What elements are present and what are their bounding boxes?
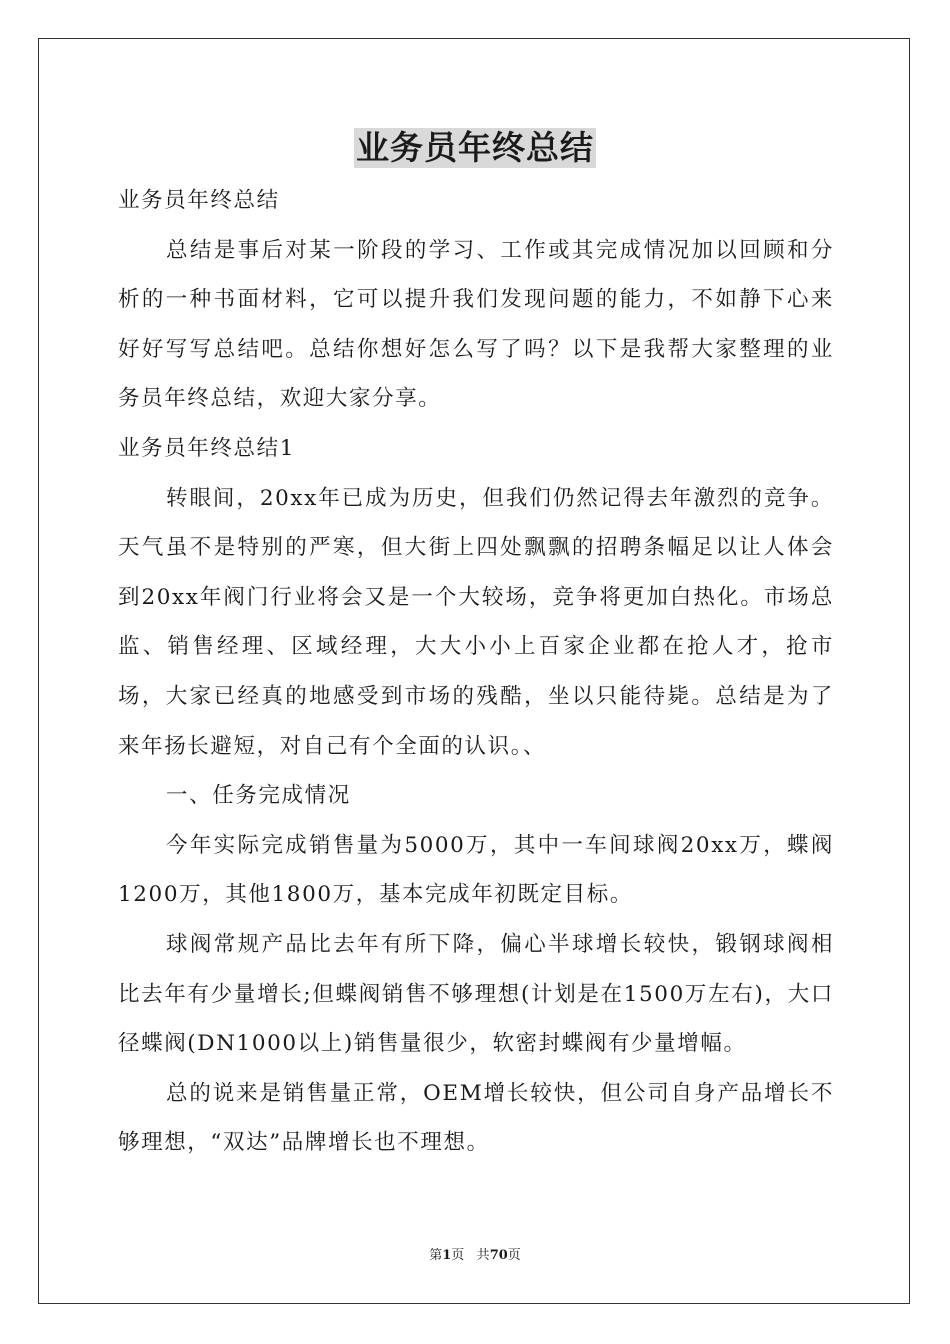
document-body	[118, 176, 834, 1168]
page-footer	[0, 1246, 950, 1266]
total-pages: 70	[489, 1248, 508, 1263]
total-suffix: 页	[507, 1248, 521, 1263]
body-paragraph: 总的说来是销售量正常，OEM增长较快，但公司自身产品增长不够理想，“双达”品牌增长也不理想。	[118, 1080, 834, 1156]
subtitle: 业务员年终总结	[118, 188, 280, 213]
section-heading: 业务员年终总结1	[118, 435, 295, 461]
document-title: 业务员年终总结	[356, 128, 594, 167]
page-suffix: 页	[451, 1248, 465, 1263]
intro-paragraph: 总结是事后对某一阶段的学习、工作或其完成情况加以回顾和分析的一种书面材料，它可以提升我们发现问题的能力，不如静下心来好好写写总结吧。总结你想好怎么写了吗？以下是我帮大家整理的业务员年终总结，欢迎大家分享。	[118, 237, 834, 412]
body-paragraph: 球阀常规产品比去年有所下降，偏心半球增长较快，锻钢球阀相比去年有少量增长;但蝶阀销售不够理想(计划是在1500万左右)，大口径蝶阀(DN1000以上)销售量很少，软密封蝶阀有少量增幅。	[118, 931, 834, 1057]
page-prefix: 第	[429, 1248, 443, 1263]
total-prefix: 共	[476, 1248, 490, 1263]
body-paragraph: 转眼间，20xx年已成为历史，但我们仍然记得去年激烈的竞争。天气虽不是特别的严寒，但大街上四处飘飘的招聘条幅足以让人体会到20xx年阀门行业将会又是一个大较场，竞争将更加白热化。市场总监、销售经理、区域经理，大大小小上百家企业都在抢人才，抢市场，大家已经真的地感受到市场的残酷，坐以只能待毙。总结是为了来年扬长避短，对自己有个全面的认识。、	[118, 485, 834, 759]
body-paragraph: 今年实际完成销售量为5000万，其中一车间球阀20xx万，蝶阀1200万，其他1800万，基本完成年初既定目标。	[118, 832, 834, 908]
subsection-heading: 一、任务完成情况	[166, 783, 351, 809]
page-number: 1	[442, 1248, 452, 1263]
title-container	[0, 128, 950, 168]
